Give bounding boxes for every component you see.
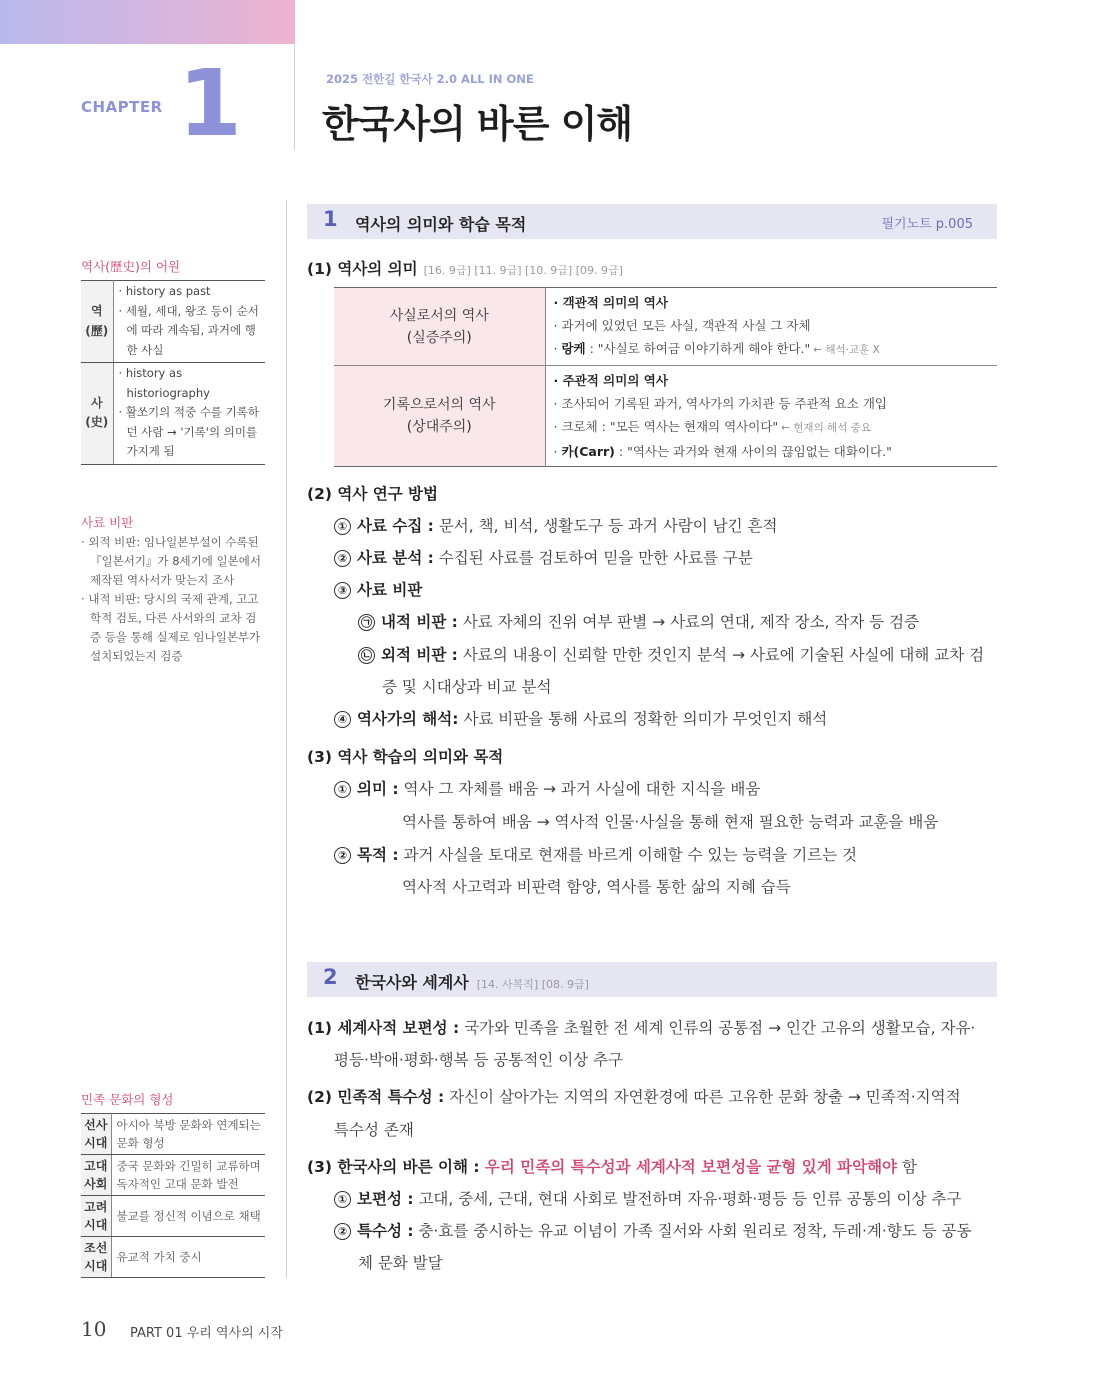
series-title: 2025 전한길 한국사 2.0 ALL IN ONE	[326, 72, 534, 86]
era-label: 조선 시대	[81, 1237, 111, 1278]
nation-row	[81, 1196, 265, 1237]
exam-tags: [14. 사복직] [08. 9급]	[476, 978, 589, 991]
section-title: 역사의 의미와 학습 목적	[355, 215, 527, 234]
section-number: 1	[323, 207, 338, 231]
list-item-continuation: 체 문화 발달	[358, 1254, 443, 1272]
nation-row	[81, 1155, 265, 1196]
list-item: ② 특수성 : 충·효를 중시하는 유교 이념이 가족 질서와 사회 원리로 정착, 두레·계·향도 등 공동	[334, 1219, 972, 1241]
era-label: 선사 시대	[81, 1114, 111, 1155]
list-item: ① 보편성 : 고대, 중세, 근대, 현대 사회로 발전하며 자유·평화·평등 등 인류 공통의 이상 추구	[334, 1187, 961, 1209]
exam-tags: [16. 9급] [11. 9급] [10. 9급] [09. 9급]	[423, 264, 623, 277]
page-number: 10	[81, 1317, 107, 1341]
letter-marker: ㉠	[358, 614, 375, 631]
paragraph: (2) 민족적 특수성 : 자신이 살아가는 지역의 자연환경에 따른 고유한 문화 창출 → 민족적·지역적	[307, 1088, 961, 1106]
etymology-heading: 역사(歷史)의 어원	[81, 259, 181, 274]
number-marker: ①	[334, 781, 351, 798]
list-item-continuation: 역사를 통하여 배움 → 역사적 인물·사실을 통해 현재 필요한 능력과 교훈을 배움	[402, 813, 939, 831]
sidebar-divider	[286, 200, 287, 1278]
subsection-title: (1) 역사의 의미 [16. 9급] [11. 9급] [10. 9급] [09. 9급]	[307, 260, 623, 278]
nation-heading: 민족 문화의 형성	[81, 1092, 174, 1107]
char-hanja: (史)	[85, 415, 109, 430]
list-item-continuation: 증 및 시대상과 비교 분석	[382, 678, 552, 696]
list-item: ② 사료 분석 : 수집된 사료를 검토하여 믿을 만한 사료를 구분	[334, 546, 753, 568]
paragraph-continuation: 평등·박애·평화·행복 등 공통적인 이상 추구	[334, 1051, 624, 1069]
etymology-row	[81, 363, 265, 465]
number-marker: ①	[334, 518, 351, 535]
etymology-item: · 활쏘기의 적중 수를 기록하던 사람 → '기록'의 의미를 가지게 됨	[118, 405, 259, 458]
etymology-item: · history as historiography	[118, 366, 210, 400]
subsection-title: (2) 역사 연구 방법	[307, 485, 438, 503]
list-item: ④ 역사가의 해석: 사료 비판을 통해 사료의 정확한 의미가 무엇인지 해석	[334, 707, 827, 729]
paragraph: (3) 한국사의 바른 이해 : 우리 민족의 특수성과 세계사적 보편성을 균형 있게 파악해야 함	[307, 1158, 917, 1176]
row-content	[545, 288, 997, 366]
critique-list	[81, 533, 267, 666]
section-1-header	[307, 204, 997, 239]
section-2-header	[307, 962, 997, 997]
content-line: · 랑케 : "사실로 하여금 이야기하게 해야 한다." ← 해석·교훈 X	[553, 341, 880, 356]
nation-table	[81, 1113, 265, 1278]
section-number: 2	[323, 965, 338, 989]
paragraph: (1) 세계사적 보편성 : 국가와 민족을 초월한 전 세계 인류의 공통점 → 인간 고유의 생활모습, 자유·	[307, 1019, 976, 1037]
header-divider	[294, 44, 295, 150]
era-desc: 유교적 가치 중시	[111, 1237, 265, 1278]
nation-row	[81, 1237, 265, 1278]
chapter-label: CHAPTER	[81, 98, 163, 116]
etymology-table	[81, 280, 265, 465]
row-content	[545, 366, 997, 467]
era-desc: 중국 문화와 긴밀히 교류하며 독자적인 고대 문화 발전	[111, 1155, 265, 1196]
era-label: 고대 사회	[81, 1155, 111, 1196]
subsection-title: (3) 역사 학습의 의미와 목적	[307, 748, 504, 766]
etymology-content	[113, 281, 265, 363]
content-line: · 객관적 의미의 역사	[553, 295, 668, 310]
emphasis-text: 우리 민족의 특수성과 세계사적 보편성을 균형 있게 파악해야	[479, 1158, 898, 1176]
critique-item: · 내적 비판: 당시의 국제 관계, 고고학적 검토, 다른 사서와의 교차 검증 등을 통해 실제로 임나일본부가 설치되었는지 검증	[81, 592, 261, 663]
history-meaning-table	[334, 287, 997, 467]
part-label: PART 01 우리 역사의 시작	[130, 1326, 283, 1341]
chapter-title: 한국사의 바른 이해	[322, 102, 633, 146]
char-hangul: 역	[90, 304, 103, 318]
list-item: ㉠ 내적 비판 : 사료 자체의 진위 여부 판별 → 사료의 연대, 제작 장소, 작자 등 검증	[358, 610, 919, 632]
section-title: 한국사와 세계사 [14. 사복직] [08. 9급]	[355, 973, 589, 992]
list-item: ③ 사료 비판	[334, 578, 422, 600]
list-item: ① 의미 : 역사 그 자체를 배움 → 과거 사실에 대한 지식을 배움	[334, 777, 760, 799]
critique-item: · 외적 비판: 임나일본부설이 수록된 『일본서기』가 8세기에 일본에서 제작된 역사서가 맞는지 조사	[81, 535, 261, 587]
letter-marker: ㉡	[358, 647, 375, 664]
list-item-continuation: 역사적 사고력과 비판력 함양, 역사를 통한 삶의 지혜 습득	[402, 878, 791, 896]
etymology-item: · 세월, 세대, 왕조 등이 순서에 따라 계속됨, 과거에 행한 사실	[118, 303, 259, 357]
list-item: ① 사료 수집 : 문서, 책, 비석, 생활도구 등 과거 사람이 남긴 흔적	[334, 514, 778, 536]
etymology-row	[81, 281, 265, 363]
number-marker: ②	[334, 550, 351, 567]
content-line: · 카(Carr) : "역사는 과거와 현재 사이의 끊임없는 대화이다."	[553, 444, 892, 459]
critique-heading: 사료 비판	[81, 515, 134, 530]
content-line: · 주관적 의미의 역사	[553, 373, 668, 388]
notebook-reference: 필기노트 p.005	[881, 217, 973, 232]
era-label: 고려 시대	[81, 1196, 111, 1237]
etymology-item: · history as past	[118, 284, 211, 298]
content-line: · 과거에 있었던 모든 사실, 객관적 사실 그 자체	[553, 318, 811, 333]
row-label: 사실로서의 역사 (실증주의)	[334, 288, 545, 366]
list-item: ㉡ 외적 비판 : 사료의 내용이 신뢰할 만한 것인지 분석 → 사료에 기술된 사실에 대해 교차 검	[358, 643, 984, 665]
list-item: ② 목적 : 과거 사실을 토대로 현재를 바르게 이해할 수 있는 능력을 기르는 것	[334, 843, 857, 865]
etymology-content	[113, 363, 265, 465]
content-line: · 조사되어 기록된 과거, 역사가의 가치관 등 주관적 요소 개입	[553, 396, 888, 411]
char-hanja: (歷)	[85, 323, 109, 338]
era-desc: 불교를 정신적 이념으로 채택	[111, 1196, 265, 1237]
table-row	[334, 288, 997, 366]
table-row	[334, 366, 997, 467]
chapter-number: 1	[178, 50, 243, 157]
paragraph-continuation: 특수성 존재	[334, 1121, 414, 1139]
content-line: · 크로체 : "모든 역사는 현재의 역사이다" ← 현재의 해석 중요	[553, 419, 871, 434]
etymology-char	[81, 363, 113, 465]
row-label: 기록으로서의 역사 (상대주의)	[334, 366, 545, 467]
char-hangul: 사	[90, 395, 103, 410]
number-marker: ②	[334, 847, 351, 864]
number-marker: ④	[334, 711, 351, 728]
number-marker: ③	[334, 582, 351, 599]
number-marker: ②	[334, 1223, 351, 1240]
nation-row	[81, 1114, 265, 1155]
etymology-char	[81, 281, 113, 363]
header-color-band	[0, 0, 295, 44]
era-desc: 아시아 북방 문화와 연계되는 문화 형성	[111, 1114, 265, 1155]
number-marker: ①	[334, 1191, 351, 1208]
